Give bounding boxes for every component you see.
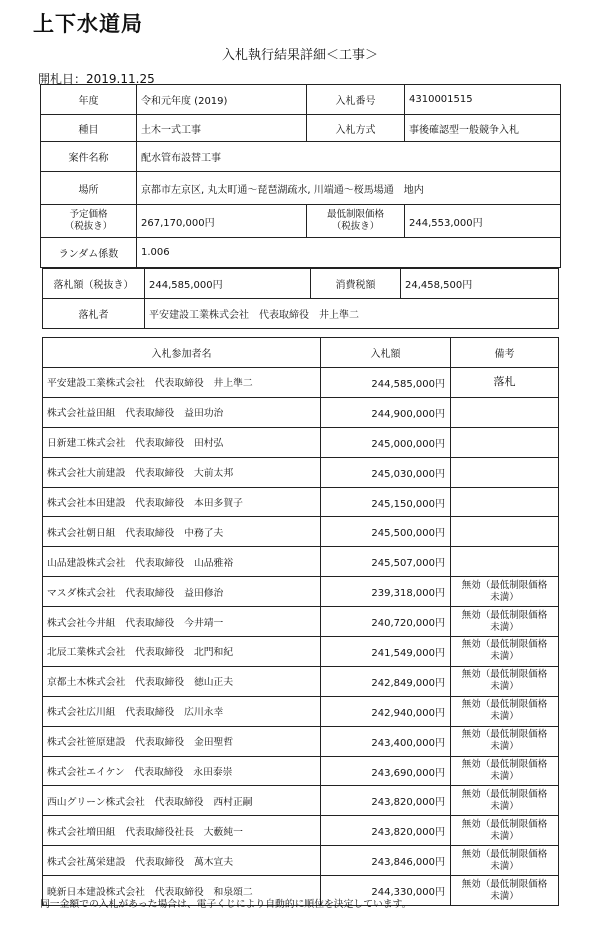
remarks [451,876,559,906]
bid-amount: 245,000,000円 [321,427,451,457]
location-label: 場所 [41,172,137,205]
bid-amount: 239,318,000円 [321,577,451,607]
estimated-price-label-line2: （税抜き） [64,221,113,232]
opening-date: 開札日：2019.11.25 [38,72,155,86]
remarks [451,846,559,876]
award-amount-value: 244,585,000円 [145,269,311,299]
table-row [43,427,559,457]
remarks-line1: 落札 [493,375,516,389]
table-row [43,637,559,667]
bid-amount: 243,820,000円 [321,816,451,846]
minimum-price-label-line1: 最低制限価格 [326,209,384,220]
bid-amount: 243,400,000円 [321,726,451,756]
bidder-name: 株式会社本田建設 代表取締役 本田多賀子 [43,487,321,517]
remarks [451,368,559,398]
remarks [451,607,559,637]
table-row [43,786,559,816]
remarks-line2: 未満） [490,800,519,812]
bidder-name: 平安建設工業株式会社 代表取締役 井上準二 [43,368,321,398]
remarks [451,457,559,487]
bidder-name-header: 入札参加者名 [43,338,321,368]
remarks-line2: 未満） [490,830,519,842]
bid-amount: 241,549,000円 [321,637,451,667]
award-amount-label: 落札額（税抜き） [43,269,145,299]
table-row [43,457,559,487]
kind-label: 種目 [41,115,137,142]
award-table [42,268,559,329]
remarks-header: 備考 [451,338,559,368]
document-title: 入札執行結果詳細＜工事＞ [221,48,378,63]
remarks [451,666,559,696]
remarks [451,756,559,786]
remarks-line1: 無効（最低制限価格 [461,609,548,621]
remarks-line1: 無効（最低制限価格 [461,639,548,651]
bid-amount: 240,720,000円 [321,607,451,637]
remarks [451,786,559,816]
remarks-line2: 未満） [490,860,519,872]
bidders-table [42,337,559,906]
bid-amount: 245,150,000円 [321,487,451,517]
kind-value: 土木一式工事 [137,115,307,142]
bidder-name: 株式会社広川組 代表取締役 広川永幸 [43,696,321,726]
footnote: 同一金額での入札があった場合は、電子くじにより自動的に順位を決定しています。 [40,899,412,910]
winner-label: 落札者 [43,299,145,329]
remarks-line1: 無効（最低制限価格 [461,818,548,830]
bidder-name: 株式会社朝日組 代表取締役 中務了夫 [43,517,321,547]
bidder-name: 西山グリーン株式会社 代表取締役 西村正嗣 [43,786,321,816]
bid-amount: 245,500,000円 [321,517,451,547]
year-label: 年度 [41,85,137,115]
table-row [43,577,559,607]
remarks-line1: 無効（最低制限価格 [461,579,548,591]
bidder-name: 株式会社萬栄建設 代表取締役 萬木宣夫 [43,846,321,876]
table-row [43,816,559,846]
estimated-price-label-line1: 予定価格 [69,209,108,220]
bid-amount: 245,507,000円 [321,547,451,577]
table-row [43,666,559,696]
table-row [43,756,559,786]
remarks-line1: 無効（最低制限価格 [461,878,548,890]
bid-amount: 243,846,000円 [321,846,451,876]
remarks-line2: 未満） [490,711,519,723]
bidder-name: 株式会社笹原建設 代表取締役 金田聖哲 [43,726,321,756]
bidder-name: マスダ株式会社 代表取締役 益田修治 [43,577,321,607]
table-row [43,696,559,726]
bid-number-value: 4310001515 [405,85,561,115]
remarks [451,397,559,427]
bid-amount: 243,820,000円 [321,786,451,816]
bid-amount: 245,030,000円 [321,457,451,487]
remarks [451,726,559,756]
tax-amount-label: 消費税額 [311,269,401,299]
bid-method-label: 入札方式 [307,115,405,142]
location-value: 京都市左京区, 丸太町通～琵琶湖疏水, 川端通～桜馬場通 地内 [137,172,561,205]
bidder-name: 株式会社増田組 代表取締役社長 大藪純一 [43,816,321,846]
bid-info-table [40,84,561,268]
remarks [451,427,559,457]
bid-amount: 244,900,000円 [321,397,451,427]
table-row [43,487,559,517]
bid-amount: 242,940,000円 [321,696,451,726]
remarks-line1: 無効（最低制限価格 [461,699,548,711]
table-row [43,397,559,427]
organization-title: 上下水道局 [33,12,143,36]
estimated-price-label [41,205,137,238]
remarks-line2: 未満） [490,890,519,902]
project-name-label: 案件名称 [41,142,137,172]
table-row [43,547,559,577]
tax-amount-value: 24,458,500円 [401,269,559,299]
remarks-line1: 無効（最低制限価格 [461,729,548,741]
minimum-price-label-line2: （税抜き） [331,221,380,232]
remarks [451,577,559,607]
project-name-value: 配水管布設替工事 [137,142,561,172]
table-row [43,607,559,637]
remarks [451,816,559,846]
winner-value: 平安建設工業株式会社 代表取締役 井上準二 [145,299,559,329]
minimum-price-label [307,205,405,238]
table-row [43,368,559,398]
remarks-line1: 無効（最低制限価格 [461,759,548,771]
bid-number-label: 入札番号 [307,85,405,115]
remarks-line2: 未満） [490,621,519,633]
bidder-rows [43,368,559,906]
bid-method-value: 事後確認型一般競争入札 [405,115,561,142]
bidder-name: 株式会社大前建設 代表取締役 大前太邦 [43,457,321,487]
remarks [451,696,559,726]
estimated-price-value: 267,170,000円 [137,205,307,238]
table-row [43,517,559,547]
remarks [451,547,559,577]
bidder-name: 暁新日本建設株式会社 代表取締役 和泉頌二 [43,876,321,906]
remarks-line2: 未満） [490,681,519,693]
remarks [451,637,559,667]
remarks [451,487,559,517]
remarks-line1: 無効（最低制限価格 [461,788,548,800]
bid-amount: 244,330,000円 [321,876,451,906]
bidder-name: 株式会社エイケン 代表取締役 永田泰崇 [43,756,321,786]
bidder-name: 日新建工株式会社 代表取締役 田村弘 [43,427,321,457]
remarks [451,517,559,547]
year-value: 令和元年度 (2019) [137,85,307,115]
bidder-name: 北辰工業株式会社 代表取締役 北門和紀 [43,637,321,667]
remarks-line1: 無効（最低制限価格 [461,669,548,681]
remarks-line2: 未満） [490,741,519,753]
table-row [43,846,559,876]
bid-amount: 242,849,000円 [321,666,451,696]
bidder-name: 株式会社今井組 代表取締役 今井靖一 [43,607,321,637]
table-row [43,726,559,756]
bid-amount: 243,690,000円 [321,756,451,786]
bid-amount-header: 入札額 [321,338,451,368]
random-coefficient-label: ランダム係数 [41,238,137,268]
remarks-line2: 未満） [490,651,519,663]
bidder-name: 株式会社益田組 代表取締役 益田功治 [43,397,321,427]
remarks-line1: 無効（最低制限価格 [461,848,548,860]
bidder-name: 山品建設株式会社 代表取締役 山品雅裕 [43,547,321,577]
bidder-name: 京都土木株式会社 代表取締役 徳山正夫 [43,666,321,696]
random-coefficient-value: 1.006 [137,238,561,268]
remarks-line2: 未満） [490,591,519,603]
bid-amount: 244,585,000円 [321,368,451,398]
remarks-line2: 未満） [490,771,519,783]
minimum-price-value: 244,553,000円 [405,205,561,238]
